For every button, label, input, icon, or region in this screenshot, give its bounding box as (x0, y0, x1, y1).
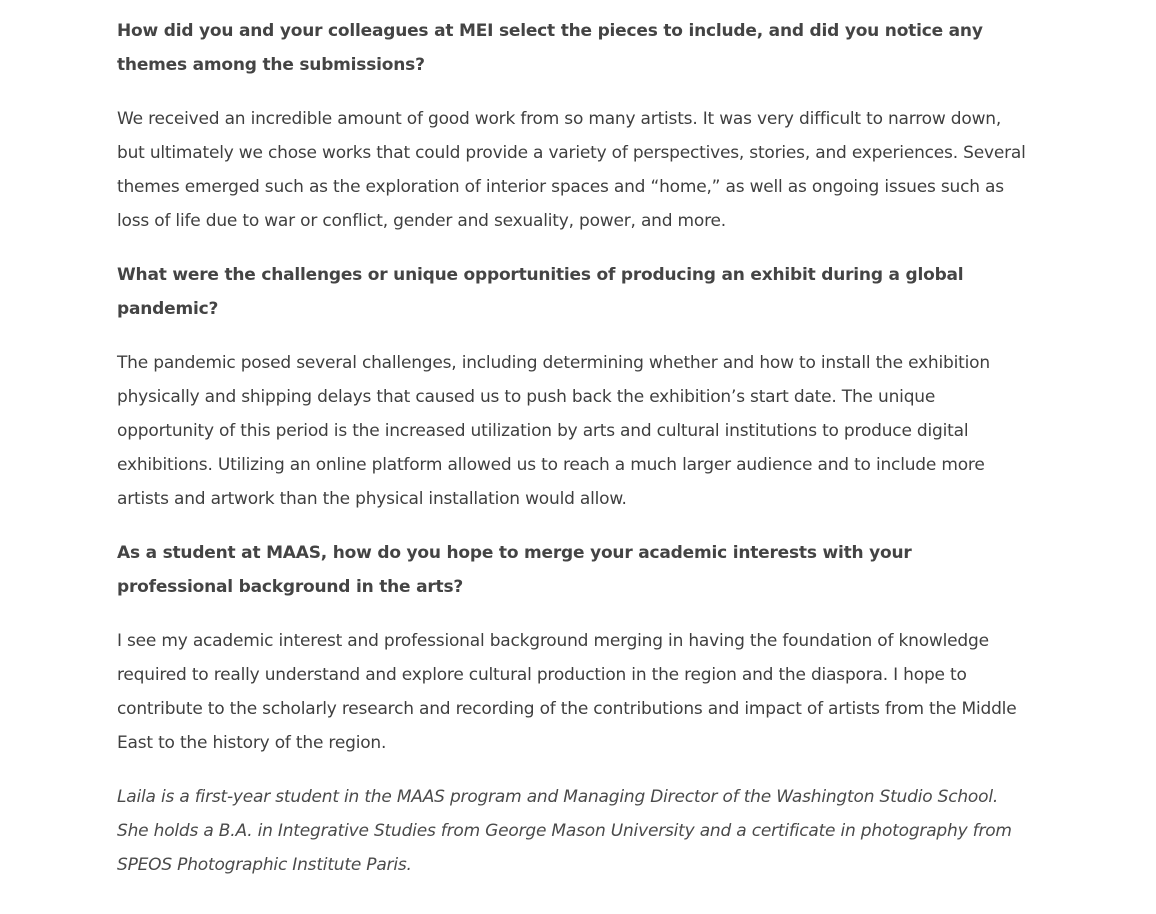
article-body (117, 14, 1032, 902)
interview-question-maas: As a student at MAAS, how do you hope to merge your academic interests with your professional background in the arts? (117, 543, 912, 597)
interview-question-pandemic: What were the challenges or unique opportunities of producing an exhibit during a global pandemic? (117, 265, 964, 319)
interview-answer-pandemic: The pandemic posed several challenges, including determining whether and how to install the exhibition physically and shipping delays that caused us to push back the exhibition’s start date. The unique opportunity of this period is the increased utilization by arts and cultural institutions to produce digital exhibitions. Utilizing an online platform allowed us to reach a much larger audience and to include more artists and artwork than the physical installation would allow. (117, 353, 990, 509)
interview-answer-maas: I see my academic interest and professional background merging in having the foundation of knowledge required to really understand and explore cultural production in the region and the diaspora. I hope to contribute to the scholarly research and recording of the contributions and impact of artists from the Middle East to the history of the region. (117, 631, 1017, 753)
interview-answer-selection: We received an incredible amount of good work from so many artists. It was very difficult to narrow down, but ultimately we chose works that could provide a variety of perspectives, stories, and experiences. Several themes emerged such as the exploration of interior spaces and “home,” as well as ongoing issues such as loss of life due to war or conflict, gender and sexuality, power, and more. (117, 109, 1026, 231)
author-bio: Laila is a first-year student in the MAAS program and Managing Director of the Washington Studio School. She holds a B.A. in Integrative Studies from George Mason University and a certificate in photography from SPEOS Photographic Institute Paris. (117, 787, 1012, 875)
interview-question-selection: How did you and your colleagues at MEI select the pieces to include, and did you notice any themes among the submissions? (117, 21, 983, 75)
